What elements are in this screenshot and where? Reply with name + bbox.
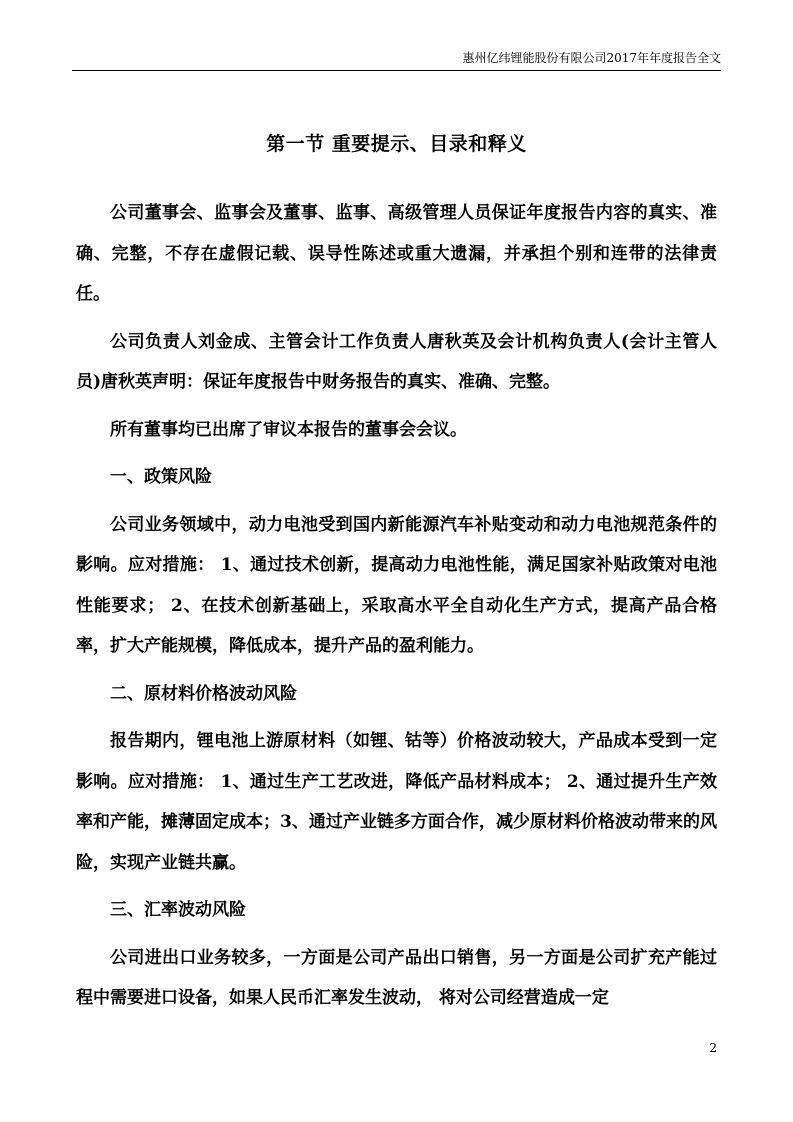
heading-raw-material-risk: 二、原材料价格波动风险 — [110, 683, 297, 704]
body-content — [76, 193, 717, 1026]
running-header — [72, 50, 721, 71]
running-header-title: 惠州亿纬锂能股份有限公司2017年年度报告全文 — [462, 51, 721, 65]
section-title: 第一节 重要提示、目录和释义 — [266, 133, 527, 155]
paragraph-responsible-persons: 公司负责人刘金成、主管会计工作负责人唐秋英及会计机构负责人(会计主管人员)唐秋英声明：保证年度报告中财务报告的真实、准确、完整。 — [76, 331, 717, 392]
page-number: 2 — [709, 1041, 717, 1055]
paragraph-directors-attendance: 所有董事均已出席了审议本报告的董事会会议。 — [110, 419, 467, 440]
paragraph-raw-material-risk: 报告期内，锂电池上游原材料（如锂、钴等）价格波动较大，产品成本受到一定影响。应对措施： 1、通过生产工艺改进，降低产品材料成本； 2、通过提升生产效率和产能，摊薄固定成本；3、通过产业链多方面合作，减少原材料价格波动带来的风险，实现产业链共赢。 — [76, 731, 717, 873]
paragraph-exchange-rate-risk: 公司进出口业务较多，一方面是公司产品出口销售，另一方面是公司扩充产能过程中需要进口设备，如果人民币汇率发生波动， 将对公司经营造成一定 — [76, 947, 717, 1008]
heading-policy-risk: 一、政策风险 — [110, 467, 212, 487]
paragraph-policy-risk: 公司业务领域中，动力电池受到国内新能源汽车补贴变动和动力电池规范条件的影响。应对措施： 1、通过技术创新，提高动力电池性能，满足国家补贴政策对电池性能要求； 2、在技术创新基础上，采取高水平全自动化生产方式，提高产品合格率，扩大产能规模，降低成本，提升产品的盈利能力。 — [76, 514, 717, 656]
heading-exchange-rate-risk: 三、汇率波动风险 — [110, 900, 246, 920]
paragraph-board-guarantee: 公司董事会、监事会及董事、监事、高级管理人员保证年度报告内容的真实、准确、完整，不存在虚假记载、误导性陈述或重大遗漏，并承担个别和连带的法律责任。 — [76, 203, 717, 304]
